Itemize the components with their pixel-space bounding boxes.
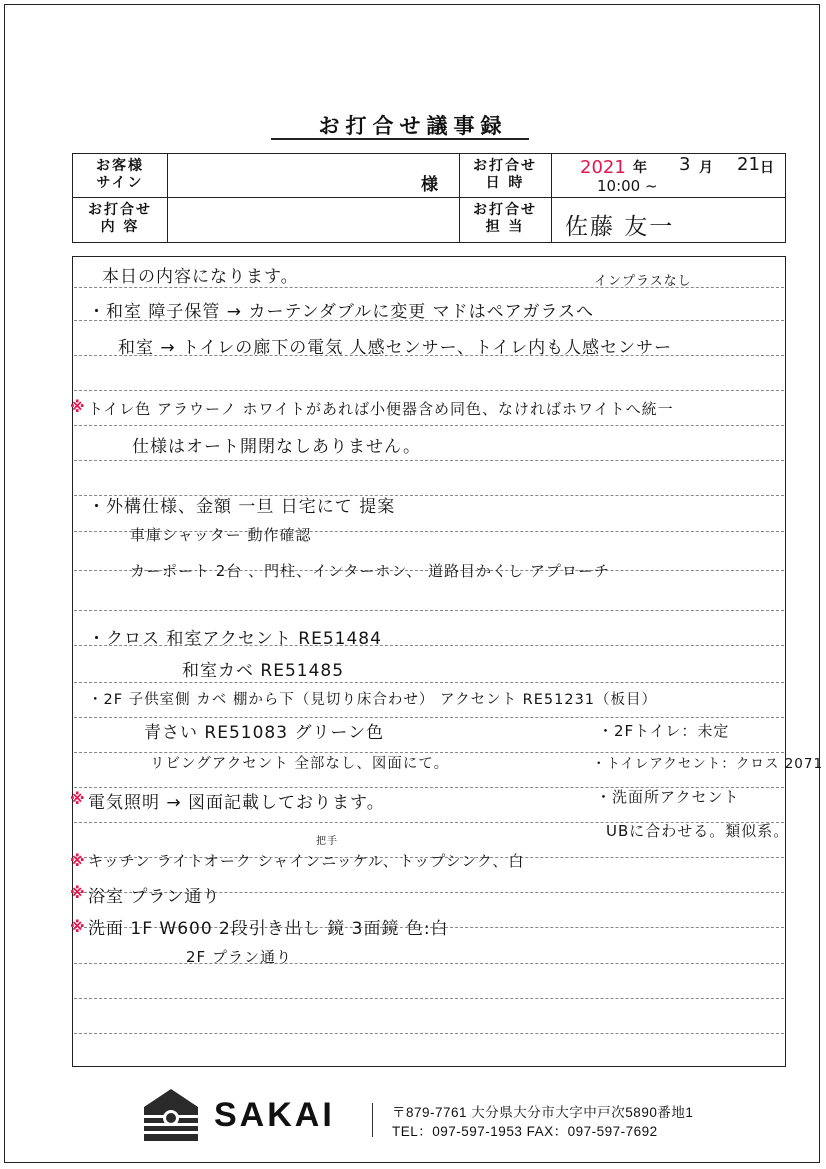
note-line: ・和室 障子保管 → カーテンダブルに変更 マドはペアガラスへ	[88, 302, 594, 322]
sakai-logo-icon	[142, 1087, 200, 1143]
document-title: お打合せ議事録	[318, 114, 508, 138]
note-line: 電気照明 → 図面記載しております。	[88, 793, 385, 813]
meeting-content-label	[73, 202, 167, 236]
note-line: 青さい RE51083 グリーン色	[144, 723, 385, 743]
brand-name: SAKAI	[214, 1096, 335, 1134]
company-tel-fax: TEL：097-597-1953 FAX：097-597-7692	[392, 1124, 658, 1139]
label-line: 内 容	[100, 219, 140, 235]
label-line: 日 時	[485, 175, 525, 191]
note-line: 2F プラン通り	[186, 948, 292, 966]
year-label: 年	[633, 160, 647, 176]
ruled-line	[74, 390, 784, 392]
note-line: 浴室 プラン通り	[88, 887, 221, 907]
ruled-line	[74, 1033, 784, 1035]
note-line: ・2Fトイレ：未定	[598, 722, 730, 740]
customer-sign-label	[73, 158, 167, 192]
footer-divider	[372, 1103, 373, 1137]
note-line: 和室カベ RE51485	[182, 661, 345, 681]
note-line: 和室 → トイレの廊下の電気 人感センサー、トイレ内も人感センサー	[118, 338, 673, 358]
ruled-line	[74, 963, 784, 965]
label-line: お打合せ	[473, 158, 537, 174]
ruled-line	[74, 682, 784, 684]
sama-suffix: 様	[421, 175, 438, 195]
check-mark: ※	[70, 884, 85, 902]
check-mark: ※	[70, 398, 85, 416]
check-mark: ※	[70, 852, 85, 870]
note-line: 車庫シャッター 動作確認	[130, 526, 312, 544]
label-line: お打合せ	[88, 202, 152, 218]
check-mark: ※	[70, 918, 85, 936]
ruled-line	[74, 425, 784, 427]
company-address: 〒879-7761 大分県大分市大字中戸次5890番地1	[392, 1105, 694, 1120]
note-line: ・クロス 和室アクセント RE51484	[88, 629, 382, 649]
note-line: UBに合わせる。類似系。	[606, 822, 790, 840]
notes-body	[72, 256, 786, 1067]
note-line: 仕様はオート開閉なしありません。	[132, 437, 422, 457]
label-line: 担 当	[485, 219, 525, 235]
note-line: リビングアクセント 全部なし、図面にて。	[150, 756, 450, 772]
handwritten-month: 3	[679, 154, 691, 175]
note-line: トイレ色 アラウーノ ホワイトがあれば小便器含め同色、なければホワイトへ統一	[88, 400, 674, 418]
header-row-divider	[73, 197, 785, 198]
label-line: サイン	[96, 175, 144, 191]
meeting-datetime-label	[459, 158, 551, 192]
ruled-line	[74, 610, 784, 612]
header-col-divider	[551, 154, 552, 242]
handwritten-day: 21	[737, 154, 760, 175]
note-line: カーポート 2台 、門柱、インターホン、 道路目かくし アプローチ	[130, 562, 610, 580]
ruled-line	[74, 460, 784, 462]
red-annotation: インプラスなし	[594, 274, 692, 289]
note-line-small: 把手	[316, 836, 338, 847]
person-in-charge-label	[459, 202, 551, 236]
note-line: ・外構仕様、金額 一旦 日宅にて 提案	[88, 497, 396, 517]
ruled-line	[74, 998, 784, 1000]
header-col-divider	[167, 154, 168, 242]
handwritten-time: 10:00 ~	[597, 177, 658, 195]
note-line: ・洗面所アクセント	[596, 788, 740, 806]
label-line: お打合せ	[473, 202, 537, 218]
handwritten-year: 2021	[580, 157, 626, 178]
label-line: お客様	[96, 158, 144, 174]
title-underline	[271, 138, 529, 140]
day-label: 日	[760, 160, 774, 176]
handwritten-person: 佐藤 友一	[565, 214, 675, 240]
note-line: ・2F 子供室側 カベ 棚から下（見切り床合わせ） アクセント RE51231（板目）	[88, 692, 658, 708]
note-line: ・トイレアクセント：クロス 2071	[592, 756, 824, 772]
note-line: 洗面 1F W600 2段引き出し 鏡 3面鏡 色:白	[88, 919, 449, 939]
notes-intro: 本日の内容になります。	[102, 267, 299, 287]
check-mark: ※	[70, 790, 85, 808]
header-table	[72, 153, 786, 243]
note-line: キッチン ライトオーク シャインニッケル、トップシンク、白	[88, 852, 525, 870]
month-label: 月	[699, 160, 713, 176]
